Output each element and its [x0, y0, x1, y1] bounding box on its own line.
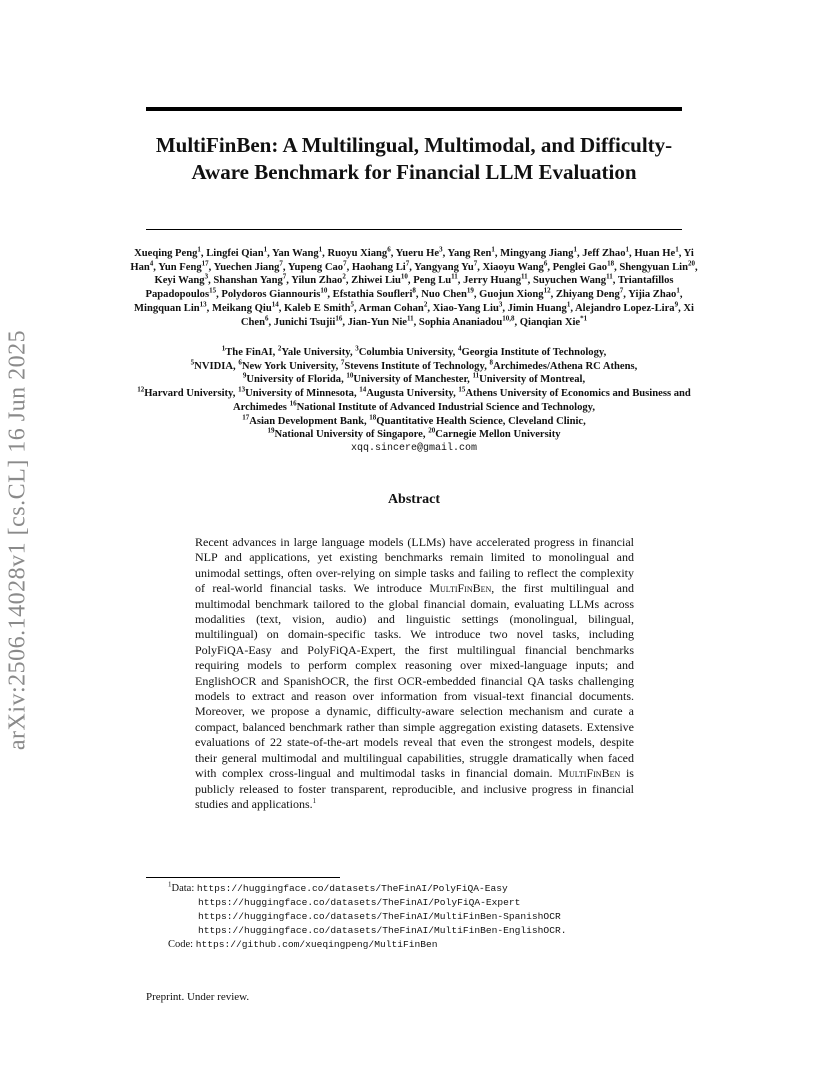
author: Yueru He: [395, 248, 440, 259]
affiliation: National Institute of Advanced Industrial Science and Technology: [296, 401, 593, 413]
author: Yi Han: [130, 248, 694, 273]
author: Xiaoyu Wang: [482, 261, 544, 273]
author-affiliation-marker: 7: [282, 272, 287, 281]
author-affiliation-marker: 7: [343, 259, 347, 268]
affiliation-marker: 1: [221, 344, 226, 353]
author-affiliation-marker: 4: [149, 259, 154, 268]
footnote-number: 1: [168, 880, 172, 889]
benchmark-name: MultiFinBen: [429, 581, 492, 596]
affiliation-marker: 7: [340, 358, 345, 367]
affiliation-marker: 14: [359, 385, 367, 394]
author-affiliation-marker: 6: [387, 245, 391, 254]
affiliation: Harvard University: [144, 388, 233, 400]
author-affiliation-marker: 15: [209, 286, 217, 295]
dataset-link[interactable]: https://huggingface.co/datasets/TheFinAI/PolyFiQA-Easy: [196, 883, 508, 894]
author-affiliation-marker: 11: [521, 272, 528, 281]
affiliation-marker: 16: [289, 399, 297, 408]
affiliation: University of Manchester: [353, 374, 468, 386]
affiliation: Columbia University: [358, 347, 453, 358]
author-affiliation-marker: 7: [473, 259, 478, 268]
author: Jeff Zhao: [582, 248, 626, 259]
footnote: [146, 882, 666, 952]
abstract-heading: Abstract: [387, 492, 441, 507]
author: Yuechen Jiang: [213, 261, 280, 273]
affiliation: Augusta University: [366, 388, 454, 400]
author: Mingquan Lin: [134, 302, 200, 314]
affiliation: Carnegie Mellon University: [435, 429, 561, 441]
author-affiliation-marker: 1: [676, 286, 680, 295]
arxiv-id-text: arXiv:2506.14028v1 [cs.CL] 16 Jun 2025: [4, 329, 31, 751]
author-affiliation-marker: 1: [573, 245, 577, 254]
affiliation: National University of Singapore: [274, 429, 423, 441]
author-affiliation-marker: 2: [342, 272, 346, 281]
contact-email[interactable]: xqq.sincere@gmail.com: [350, 443, 478, 454]
affiliation: Stevens Institute of Technology: [344, 360, 485, 372]
abstract-text-3: is publicly released to foster transparent, reproducible, and inclusive progress in financial studies and applications.: [195, 766, 634, 811]
author: Haohang Li: [351, 261, 406, 273]
footnote-rule: [146, 877, 340, 878]
dataset-link[interactable]: https://huggingface.co/datasets/TheFinAI/MultiFinBen-SpanishOCR: [198, 911, 561, 922]
author-affiliation-marker: 3: [439, 245, 443, 254]
author-affiliation-marker: 14: [271, 300, 279, 309]
affiliation-marker: 17: [242, 412, 250, 421]
author-affiliation-marker: 13: [199, 300, 207, 309]
affiliation-marker: 13: [238, 385, 246, 394]
author: Keyi Wang: [154, 275, 205, 287]
affiliation: Quantitative Health Science, Cleveland Clinic: [376, 415, 584, 427]
author-affiliation-marker: 5: [350, 300, 355, 309]
author: Yun Feng: [158, 261, 202, 273]
author: Meikang Qiu: [211, 302, 272, 314]
abstract-body: [195, 535, 634, 812]
author: Yijia Zhao: [628, 289, 677, 301]
abstract-text-1: Recent advances in large language models (LLMs) have accelerated progress in financial NLP and applications, yet existing benchmarks remain limited to monolingual and unimodal settings, often over-relying on simple tasks and failing to reflect the complexity of real-world financial tasks. We introduce: [195, 535, 634, 596]
author: Nuo Chen: [421, 289, 467, 301]
affiliation: Athens University of Economics and Business and Archimedes: [232, 388, 691, 413]
code-label: Code:: [168, 939, 194, 950]
author-affiliation-marker: 9: [674, 300, 679, 309]
author-affiliation-marker: 20: [688, 259, 695, 268]
affiliation-marker: 11: [472, 371, 480, 380]
author: Yangyang Yu: [414, 261, 474, 273]
footnote-marker[interactable]: 1: [312, 796, 317, 805]
author-affiliation-marker: 1: [197, 245, 201, 254]
author: Xueqing Peng: [134, 248, 198, 259]
preprint-note: Preprint. Under review.: [146, 991, 250, 1003]
author-affiliation-marker: 1: [491, 245, 495, 254]
affiliation: The FinAI: [225, 347, 273, 358]
author-affiliation-marker: 16: [335, 313, 343, 322]
author-affiliation-marker: 10,8: [502, 313, 515, 322]
affiliation-marker: 9: [242, 371, 247, 380]
author-affiliation-marker: 18: [607, 259, 615, 268]
author-affiliation-marker: 10: [320, 286, 328, 295]
author-affiliation-marker: 7: [619, 286, 624, 295]
affiliation: University of Florida: [246, 374, 342, 386]
author: Alejandro Lopez-Lira: [575, 302, 675, 314]
affiliation: Asian Development Bank: [249, 415, 364, 427]
author: Penglei Gao: [552, 261, 608, 273]
author-affiliation-marker: 1: [675, 245, 679, 254]
affiliation: NVIDIA: [194, 360, 234, 372]
author: Polydoros Giannouris: [221, 289, 321, 301]
affiliation-marker: 19: [267, 426, 275, 435]
title-top-rule: [146, 107, 682, 111]
author: Guojun Xiong: [479, 289, 544, 301]
affiliation-marker: 3: [355, 344, 359, 353]
author-affiliation-marker: 1: [318, 245, 323, 254]
affiliation: Archimedes/Athena RC Athens: [493, 360, 635, 372]
affiliation-marker: 10: [346, 371, 354, 380]
author-affiliation-marker: 7: [405, 259, 410, 268]
author-affiliation-marker: 3: [204, 272, 209, 281]
author: Yilun Zhao: [291, 275, 343, 287]
author: Jimin Huang: [507, 302, 567, 314]
affiliation: Yale University: [281, 347, 350, 358]
author-affiliation-marker: 6: [543, 259, 548, 268]
author: Suyuchen Wang: [532, 275, 607, 287]
author-affiliation-marker: 6: [264, 313, 269, 322]
author-affiliation-marker: 19: [466, 286, 474, 295]
affiliation: New York University: [241, 360, 336, 372]
affiliation-marker: 12: [137, 385, 145, 394]
author: Xiao-Yang Liu: [432, 302, 499, 314]
code-link[interactable]: https://github.com/xueqingpeng/MultiFinBen: [195, 939, 438, 950]
author-list: Xueqing Peng$^1$, Lingfei Qian$^1$, Yan Wang$^1$, Ruoyu Xiang$^6$, Yueru He$^3$, Yang Ren$^1$, Mingyang Jiang$^1$, Jeff Zhao$^1$, Huan He$^1$, Yi Han$^4$, Yun Feng$^{17}$, Yuechen Jiang$^7$, Yupeng Cao$^7$, Haohang Li$^7$, Yangyang Yu$^7$, Xiaoyu Wang$^6$, Penglei Gao$^{18}$, Shengyuan Lin$^{20}$, Keyi Wang$^3$, Shanshan Yang$^7$, Yilun Zhao$^2$, Zhiwei Liu$^{10}$, Peng Lu$^{11}$, Jerry Huang$^{11}$, Suyuchen Wang$^{11}$, Triantafillos Papadopoulos$^{15}$, Polydoros Giannouris$^{10}$, Efstathia Soufleri$^8$, Nuo Chen$^{19}$, Guojun Xiong$^{12}$, Zhiyang Deng$^7$, Yijia Zhao$^1$, Mingquan Lin$^{13}$, Meikang Qiu$^{14}$, Kaleb E Smith$^5$, Arman Cohan$^2$, Xiao-Yang Liu$^3$, Jimin Huang$^1$, Alejandro Lopez-Lira$^9$, Xi Chen$^6$, Junichi Tsujii$^{16}$, Jian-Yun Nie$^{11}$, Sophia Ananiadou$^{10,8}$, Qianqian Xie$^{*1}$: [130, 245, 698, 328]
dataset-link[interactable]: https://huggingface.co/datasets/TheFinAI/PolyFiQA-Expert: [198, 897, 521, 908]
affiliation: Georgia Institute of Technology: [461, 347, 604, 358]
author-affiliation-marker: *1: [580, 313, 588, 322]
author: Mingyang Jiang: [500, 248, 574, 259]
author-affiliation-marker: 12: [543, 286, 551, 295]
affiliation: University of Minnesota: [245, 388, 354, 400]
author: Qianqian Xie: [519, 316, 581, 328]
author: Arman Cohan: [358, 302, 424, 314]
affiliation-marker: 5: [190, 358, 195, 367]
author-affiliation-marker: 11: [451, 272, 458, 281]
author: Yan Wang: [272, 248, 319, 259]
author: Xi Chen: [240, 302, 694, 328]
affiliation-marker: 18: [369, 412, 377, 421]
paper-title: MultiFinBen: A Multilingual, Multimodal, and Difficulty-Aware Benchmark for Financial LLM Evaluation: [155, 133, 673, 184]
author: Ruoyu Xiang: [327, 248, 388, 259]
author: Kaleb E Smith: [284, 302, 351, 314]
author-affiliation-marker: 7: [279, 259, 283, 268]
author: Zhiwei Liu: [351, 275, 401, 287]
author-affiliation-marker: 1: [625, 245, 630, 254]
author: Lingfei Qian: [206, 248, 264, 259]
author: Shengyuan Lin: [619, 261, 688, 273]
author-affiliation-marker: 10: [400, 272, 408, 281]
author: Peng Lu: [413, 275, 452, 287]
author: Efstathia Soufleri: [332, 289, 413, 301]
affiliation-list: $^1$The FinAI, $^2$Yale University, $^3$Columbia University, $^4$Georgia Institute of Technology, $^5$NVIDIA, $^6$New York University, $^7$Stevens Institute of Technology, $^8$Archimedes/Athena RC Athens, $^9$University of Florida, $^{10}$University of Manchester, $^{11}$University of Montreal, $^{12}$Harvard University, $^{13}$University of Minnesota, $^{14}$Augusta University, $^{15}$Athens University of Economics and Business and Archimedes $^{16}$National Institute of Advanced Industrial Science and Technology, $^{17}$Asian Development Bank, $^{18}$Quantitative Health Science, Cleveland Clinic, $^{19}$National University of Singapore, $^{20}$Carnegie Mellon University: [137, 344, 691, 441]
affiliation-marker: 4: [457, 344, 462, 353]
affiliation-marker: 20: [428, 426, 436, 435]
author: Triantafillos Papadopoulos: [145, 275, 674, 301]
author: Jian-Yun Nie: [347, 316, 407, 328]
data-label: Data:: [171, 883, 195, 894]
affiliation-marker: 2: [277, 344, 282, 353]
author-affiliation-marker: 3: [498, 300, 503, 309]
dataset-link[interactable]: https://huggingface.co/datasets/TheFinAI/MultiFinBen-EnglishOCR.: [198, 925, 567, 936]
title-bottom-rule: [146, 229, 682, 230]
author-affiliation-marker: 11: [407, 313, 414, 322]
author-affiliation-marker: 1: [566, 300, 571, 309]
author: Junichi Tsujii: [273, 316, 336, 328]
author: Yupeng Cao: [287, 261, 344, 273]
author-affiliation-marker: 8: [412, 286, 416, 295]
author: Zhiyang Deng: [555, 289, 620, 301]
affiliation-marker: 6: [238, 358, 242, 367]
affiliation-marker: 15: [458, 385, 466, 394]
author: Yang Ren: [447, 248, 492, 259]
affiliation: University of Montreal: [479, 374, 583, 386]
benchmark-name: MultiFinBen: [558, 766, 621, 781]
author: Sophia Ananiadou: [418, 316, 503, 328]
author-affiliation-marker: 1: [263, 245, 268, 254]
author: Huan He: [634, 248, 676, 259]
author-affiliation-marker: 17: [201, 259, 209, 268]
author: Shanshan Yang: [213, 275, 283, 287]
abstract-text-2: , the first multilingual and multimodal benchmark tailored to the global financial domain, evaluating LLMs across modalities (text, vision, audio) and linguistic settings (monolingual, bilingual, multilingual) on domain-specific tasks. We introduce two novel tasks, including PolyFiQA-Easy and PolyFiQA-Expert, the first multilingual financial benchmarks requiring models to perform complex reasoning over mixed-language inputs; and EnglishOCR and SpanishOCR, the first OCR-embedded financial QA tasks challenging models to extract and reason over information from visual-text financial documents. Moreover, we propose a dynamic, difficulty-aware selection mechanism and curate a compact, balanced benchmark rather than simple aggregation existing datasets. Extensive evaluations of 22 state-of-the-art models reveal that even the strongest models, despite their general multimodal and multilingual capabilities, struggle dramatically when faced with complex cross-lingual and multimodal tasks in financial domain.: [195, 581, 634, 781]
author: Jerry Huang: [463, 275, 522, 287]
affiliation-marker: 8: [489, 358, 493, 367]
author-affiliation-marker: 11: [606, 272, 613, 281]
author-affiliation-marker: 2: [423, 300, 428, 309]
